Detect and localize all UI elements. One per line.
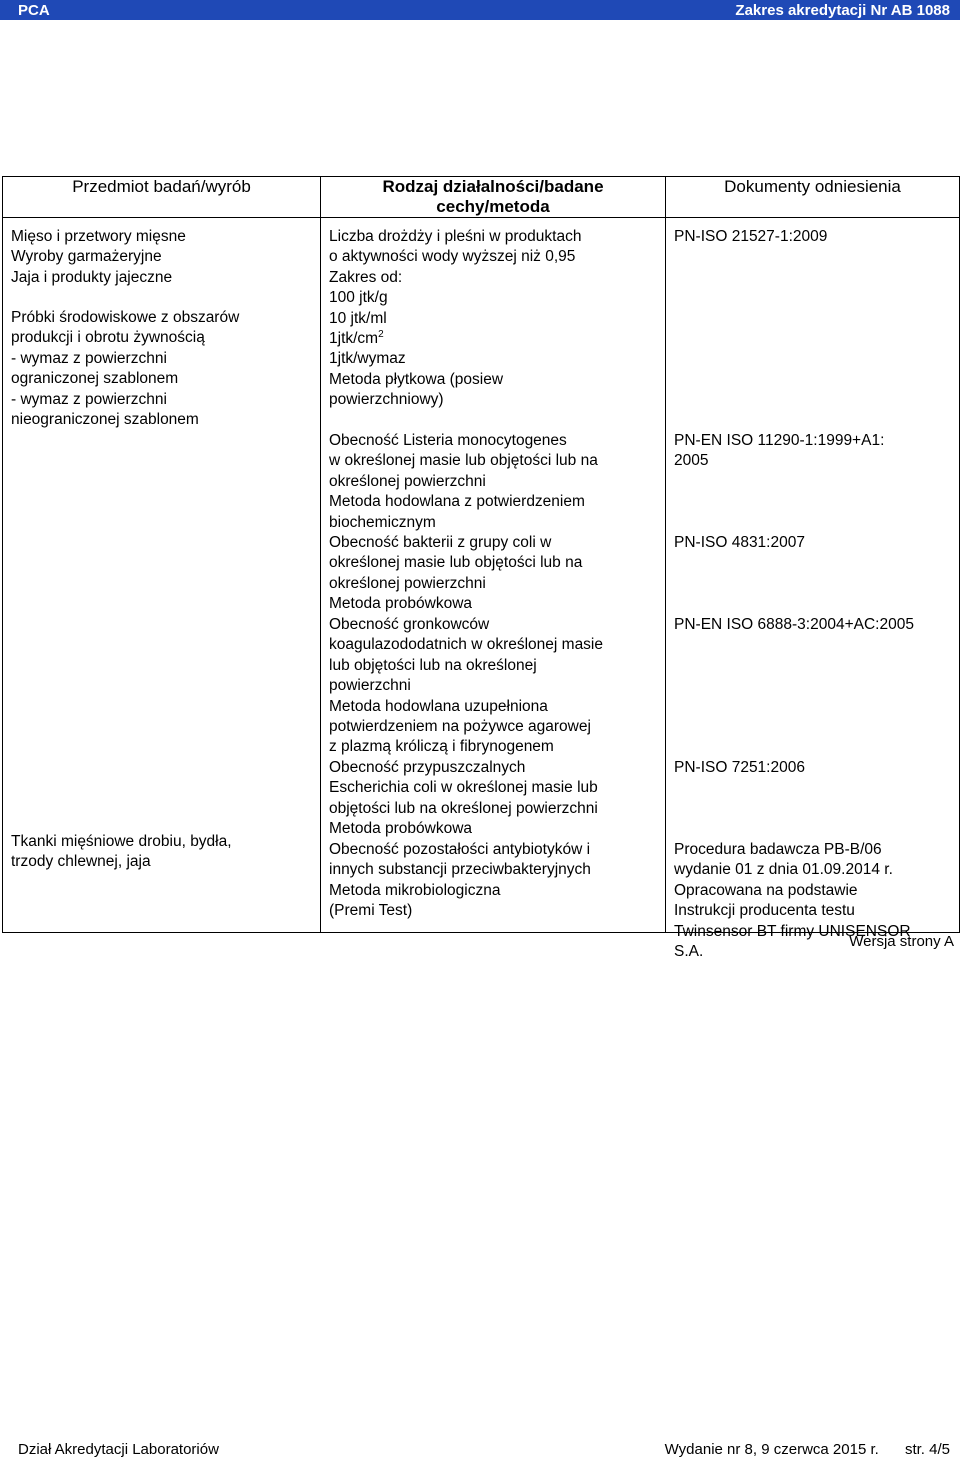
- text-line: Obecność gronkowców: [329, 616, 490, 633]
- page-footer: [0, 1439, 960, 1459]
- footer-department: Dział Akredytacji Laboratoriów: [18, 1440, 219, 1458]
- text-line: Zakres od:: [329, 268, 403, 286]
- ref-coliforms: [674, 533, 805, 553]
- text-line: lub objętości lub na określonej: [329, 656, 537, 674]
- version-note: Wersja strony A: [849, 933, 954, 950]
- text-line: Metoda probówkowa: [329, 820, 473, 838]
- list-item: - wymaz z powierzchni: [11, 390, 167, 408]
- text-line: określonej powierzchni: [329, 472, 486, 490]
- header-activity-line1: Rodzaj działalności/badane: [382, 177, 604, 196]
- header-activity: [321, 177, 666, 218]
- text-line: Twinsensor BT firmy UNISENSOR: [674, 922, 911, 940]
- text-line: 100 jtk/g: [329, 289, 388, 307]
- ref-listeria: [674, 431, 884, 472]
- activity-listeria: [329, 431, 598, 533]
- ref-staphylococci: [674, 615, 914, 635]
- text-line: PN-ISO 21527-1:2009: [674, 228, 828, 245]
- text-line: koagulazododatnich w określonej masie: [329, 636, 603, 654]
- activity-antibiotics: [329, 840, 591, 922]
- footer-page-number: str. 4/5: [904, 1440, 950, 1458]
- text-line: Metoda probówkowa: [329, 595, 473, 613]
- list-item: Próbki środowiskowe z obszarów: [11, 309, 240, 326]
- text-line: o aktywności wody wyższej niż 0,95: [329, 248, 576, 266]
- header-reference-docs: Dokumenty odniesienia: [666, 177, 960, 218]
- list-item: ograniczonej szablonem: [11, 370, 179, 388]
- list-item: Wyroby garmażeryjne: [11, 248, 162, 266]
- text-line: [329, 329, 581, 349]
- list-item: - wymaz z powierzchni: [11, 349, 167, 367]
- footer-edition: Wydanie nr 8, 9 czerwca 2015 r.: [664, 1440, 879, 1458]
- list-item: Mięso i przetwory mięsne: [11, 228, 186, 245]
- text-line: Obecność bakterii z grupy coli w: [329, 534, 552, 551]
- list-item: trzody chlewnej, jaja: [11, 853, 151, 871]
- text-line: Opracowana na podstawie: [674, 881, 858, 899]
- text-line: w określonej masie lub objętości lub na: [329, 452, 598, 470]
- text-line: Metoda płytkowa (posiew: [329, 370, 504, 388]
- text-line: 1jtk/wymaz: [329, 350, 406, 368]
- header-subject: Przedmiot badań/wyrób: [3, 177, 321, 218]
- text-line: objętości lub na określonej powierzchni: [329, 799, 598, 817]
- text-line: Instrukcji producenta testu: [674, 902, 855, 920]
- text-line: PN-EN ISO 11290-1:1999+A1:: [674, 432, 885, 449]
- unit-cm-sup: 2: [378, 328, 384, 340]
- text-line: określonej masie lub objętości lub na: [329, 554, 583, 572]
- text-line: potwierdzeniem na pożywce agarowej: [329, 718, 591, 736]
- text-line: powierzchni: [329, 677, 411, 695]
- text-line: Liczba drożdży i pleśni w produktach: [329, 228, 582, 245]
- activity-staphylococci: [329, 615, 603, 758]
- text-line: powierzchniowy): [329, 391, 444, 409]
- text-line: 2005: [674, 452, 709, 470]
- unit-cm: 1jtk/cm: [329, 330, 379, 348]
- text-line: 10 jtk/ml: [329, 309, 387, 327]
- activity-ecoli: [329, 758, 598, 840]
- text-line: Metoda hodowlana uzupełniona: [329, 697, 548, 715]
- text-line: wydanie 01 z dnia 01.09.2014 r.: [674, 861, 893, 879]
- list-item: produkcji i obrotu żywnością: [11, 329, 205, 347]
- activity-yeasts-molds: [329, 227, 581, 411]
- text-line: biochemicznym: [329, 513, 436, 531]
- text-line: określonej powierzchni: [329, 574, 486, 592]
- text-line: PN-EN ISO 6888-3:2004+AC:2005: [674, 616, 914, 633]
- text-line: Obecność Listeria monocytogenes: [329, 432, 567, 449]
- subject-cell: [3, 218, 321, 933]
- table-header-row: [3, 177, 960, 218]
- header-right-text: Zakres akredytacji Nr AB 1088: [735, 1, 950, 19]
- subject-group-environment: [11, 308, 239, 430]
- page-header-bar: [0, 0, 960, 20]
- activity-coliforms: [329, 533, 582, 615]
- ref-yeasts-molds: [674, 227, 827, 247]
- text-line: Procedura badawcza PB-B/06: [674, 841, 882, 858]
- header-activity-line2: cechy/metoda: [436, 197, 550, 216]
- header-left-text: PCA: [18, 1, 50, 19]
- table-row: [3, 218, 960, 933]
- subject-group-tissues: [11, 832, 232, 873]
- ref-ecoli: [674, 758, 805, 778]
- text-line: (Premi Test): [329, 902, 413, 920]
- text-line: z plazmą króliczą i fibrynogenem: [329, 738, 554, 756]
- list-item: Tkanki mięśniowe drobiu, bydła,: [11, 833, 232, 850]
- list-item: nieograniczonej szablonem: [11, 411, 199, 429]
- text-line: PN-ISO 7251:2006: [674, 759, 805, 776]
- activity-cell: [321, 218, 666, 933]
- subject-group-food: [11, 227, 186, 288]
- text-line: S.A.: [674, 943, 704, 961]
- text-line: Metoda hodowlana z potwierdzeniem: [329, 493, 585, 511]
- footer-right: [665, 1441, 950, 1458]
- text-line: Obecność pozostałości antybiotyków i: [329, 841, 591, 858]
- text-line: Metoda mikrobiologiczna: [329, 881, 501, 899]
- list-item: Jaja i produkty jajeczne: [11, 268, 173, 286]
- text-line: Obecność przypuszczalnych: [329, 759, 526, 776]
- text-line: Escherichia coli w określonej masie lub: [329, 779, 598, 797]
- text-line: innych substancji przeciwbakteryjnych: [329, 861, 591, 879]
- text-line: PN-ISO 4831:2007: [674, 534, 805, 551]
